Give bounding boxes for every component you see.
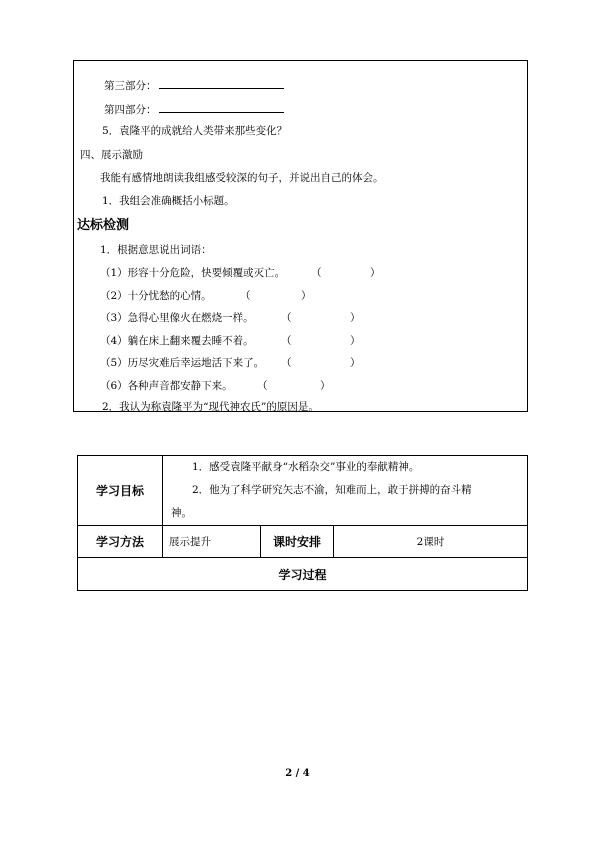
process-label: 学习过程 bbox=[78, 558, 528, 591]
test-item-text: （4）躺在床上翻来覆去睡不着。 bbox=[100, 335, 254, 347]
answer-paren-open: （ bbox=[281, 357, 292, 369]
part-four-blank[interactable] bbox=[159, 101, 284, 113]
answer-paren-open: （ bbox=[281, 312, 292, 324]
test-item-5 bbox=[100, 356, 361, 370]
schedule-label: 课时安排 bbox=[261, 526, 334, 558]
answer-paren-open: （ bbox=[281, 335, 292, 347]
part-three-line bbox=[104, 77, 284, 93]
goal-2-line-2: 神。 bbox=[171, 507, 192, 519]
lesson-info-table bbox=[77, 455, 528, 591]
process-row bbox=[78, 558, 528, 591]
test-item-text: （2）十分忧愁的心情。 bbox=[100, 290, 212, 302]
test-item-text: （5）历尽灾难后幸运地活下来了。 bbox=[100, 357, 265, 369]
section-4-text: 我能有感情地朗读我组感受较深的句子，并说出自己的体会。 bbox=[100, 172, 384, 184]
test-question-2: 2．我认为称袁隆平为“现代神农氏”的原因是。 bbox=[102, 401, 319, 413]
test-item-text: （6）各种声音都安静下来。 bbox=[100, 380, 233, 392]
schedule-value: 2课时 bbox=[334, 526, 528, 558]
answer-paren-close: ） bbox=[350, 312, 361, 324]
test-item-text: （3）急得心里像火在燃烧一样。 bbox=[100, 312, 254, 324]
test-item-6 bbox=[100, 379, 331, 393]
part-four-label: 第四部分： bbox=[104, 104, 157, 116]
part-three-blank[interactable] bbox=[159, 77, 284, 89]
question-5: 5．袁隆平的成就给人类带来那些变化？ bbox=[102, 125, 288, 137]
answer-paren-open: （ bbox=[257, 380, 268, 392]
test-item-2 bbox=[100, 289, 312, 303]
answer-paren-close: ） bbox=[301, 290, 312, 302]
answer-paren-open: （ bbox=[311, 267, 322, 279]
goals-row bbox=[78, 456, 528, 526]
method-row bbox=[78, 526, 528, 558]
goal-2-line-1: 2．他为了科学研究矢志不渝，知难而上，敢于拼搏的奋斗精 bbox=[192, 484, 472, 496]
answer-paren-close: ） bbox=[370, 267, 381, 279]
test-question-1: 1．根据意思说出词语： bbox=[100, 244, 212, 256]
test-item-1 bbox=[100, 266, 381, 280]
method-value: 展示提升 bbox=[163, 526, 261, 558]
test-item-4 bbox=[100, 334, 361, 348]
page-number: 2 / 4 bbox=[285, 768, 310, 779]
part-four-line bbox=[104, 101, 284, 117]
section-4-item-1: 1．我组会准确概括小标题。 bbox=[102, 195, 235, 207]
method-label: 学习方法 bbox=[78, 526, 163, 558]
goals-content bbox=[163, 456, 528, 526]
part-three-label: 第三部分： bbox=[104, 80, 157, 92]
test-item-text: （1）形容十分危险，快要倾覆或灭亡。 bbox=[100, 267, 286, 279]
goal-1: 1．感受袁隆平献身“水稻杂交”事业的奉献精神。 bbox=[192, 461, 420, 473]
answer-paren-open: （ bbox=[240, 290, 251, 302]
answer-paren-close: ） bbox=[350, 357, 361, 369]
test-item-3 bbox=[100, 311, 361, 325]
answer-paren-close: ） bbox=[350, 335, 361, 347]
answer-paren-close: ） bbox=[320, 380, 331, 392]
dabiao-heading: 达标检测 bbox=[77, 218, 130, 233]
section-4-title: 四、展示激励 bbox=[80, 149, 143, 161]
goals-label: 学习目标 bbox=[78, 456, 163, 526]
